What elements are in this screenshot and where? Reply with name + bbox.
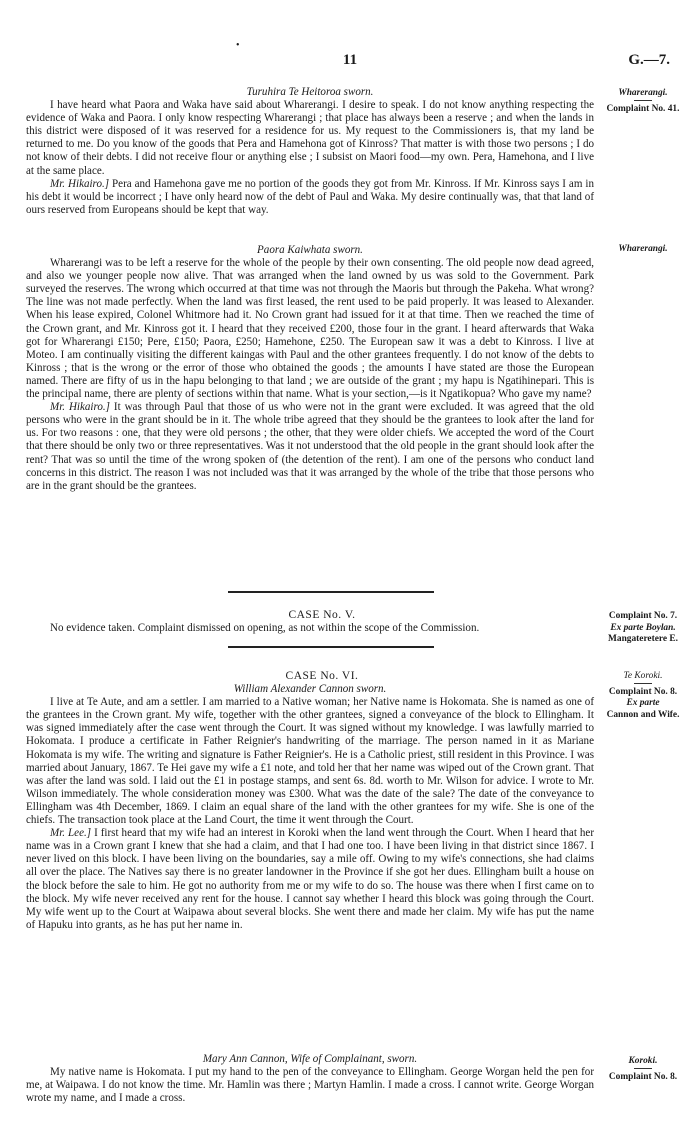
case-six xyxy=(26,670,594,932)
margin-ex-parte: Ex parte Boylan. xyxy=(610,622,676,633)
witness-heading: Turuhira Te Heitoroa sworn. xyxy=(246,86,374,98)
examiner-label: Mr. Hikairo.] xyxy=(50,401,110,414)
page-number: 11 xyxy=(342,52,358,68)
testimony-paragraph: My native name is Hokomata. I put my hand to the pen of the conveyance to Ellingham. George Worgan held the pen for me, at Waipawa. I do not know the time. Mr. Hamlin was there ; Martyn Hamlin. I made a cross. I cannot write. George Worgan wrote my name, and I made a cross. xyxy=(26,1066,594,1105)
answer-text: Pera and Hamehona gave me no portion of the goods they got from Mr. Kinross. If Mr. Kinross says I am in his debt it would be incorrect ; I have only heard now of the debt of Paul and Waka. My desire continually was, that that land of ours reserved from Europeans should be kept that way. xyxy=(26,177,594,216)
margin-place: Wharerangi. xyxy=(618,244,668,254)
margin-place: Mangateretere E. xyxy=(608,634,678,644)
document-reference: G.—7. xyxy=(628,52,670,68)
margin-note xyxy=(598,671,688,721)
answer-text: It was through Paul that those of us who were not in the grant were excluded. It was agreed that the old persons who were in the grant should be in it. The whole tribe agreed that they should be the grantees to look after the land for us. For two reasons : one, that they were old persons ; the other, that they were older chiefs. We accepted the word of the Court that there should be only two or three representatives. Was it not understood that the old people in the grant should look after the rent? That was so until the time of the wrong spoken of (the detention of the rent). I am one of the persons who conduct land concerns in this district. The reason I was not included was that it was arranged by the whole of the tribe that those persons who are in the grant should be the grantees. xyxy=(26,401,595,492)
page-mark: • xyxy=(236,40,240,51)
margin-complaint: Complaint No. 8. xyxy=(608,686,678,697)
testimony-paragraph: I live at Te Aute, and am a settler. I am married to a Native woman; her Native name is Hokomata. She is named as one of the grantees in the Crown grant. My wife, together with the other grantees, signed a conveyance of the block to Ellingham. It was signed immediately after the case went through the Court. It was signed without my knowledge. I was lawfully married to Hokomata. I produce a certificate in Father Reignier's handwriting of the marriage. The person named in it as Mariane Hokomata is my wife. The writing and signature is Father Reignier's. He is a Catholic priest, still resident in this Province. I was married about January, 1867. Te Hei gave my wife a £1 note, and told her that her name was wiped out of the Crown grant. That was after the land was sold. I laid out the £1 in postage stamps, and sent 6s. 8d. worth to Mr. Wilson for advice. I wrote to Mr. Wilson immediately. The whole consideration money was £300. What was the date of the sale? The date of the conveyance to Ellingham was 4th December, 1869. I claim an equal share of the land with the other grantees for my wife. She is one of the chiefs. The transaction took place at the Land Court, the time it went through the Court. xyxy=(26,696,594,827)
witness-heading: Mary Ann Cannon, Wife of Complainant, sworn. xyxy=(202,1053,418,1065)
margin-parties: Cannon and Wife. xyxy=(606,709,680,720)
margin-ex-parte: Ex parte xyxy=(626,698,660,708)
case-five xyxy=(26,609,594,635)
testimony-paragraph: I have heard what Paora and Waka have said about Wharerangi. I desire to speak. I do not know anything respecting the evidence of Waka and Paora. I only know respecting Wharerangi ; that place has always been a reserve ; and when the lands in this district were disposed of it was reserved for a residence for us. My request to the Commissioners is, that my land be returned to me. Do you know of the goods that Pera and Hamehona got of Kinross? That matter is with those two persons ; I do not know of their debts. I did not receive flour or anything else ; I subsist on Maori food—my own. Pera, Hamehona, and I live at the same place. xyxy=(26,99,594,177)
margin-note xyxy=(598,611,688,646)
margin-complaint: Complaint No. 41. xyxy=(606,103,680,114)
testimony-paragraph: Wharerangi was to be left a reserve for the whole of the people by their own consenting. The old people now dead agreed, and also we younger people now alive. That was arranged when the land owned by us was sold to the Government. Park surveyed the reserves. The wrong which occurred at that time was not through the Maoris but through the Pakeha. What wrong? The line was not made perfectly. When the land was first leased, the rent used to be paid properly. It was leased to Alexander. When his lease expired, Colonel Whitmore had it. No Crown grant had issued for it at that time. Then we reached the time of the Crown grant, and Mr. Kinross got it. I heard that they received £200, those four in the grant. I heard afterwards that Waka got for Wharerangi £150; Pere, £150; Paora, £250; Hamehone, £250. The European saw it was a debt to Kinross. I live at Moteo. I am continually visiting the different kaingas with Paul and the other grantees frequently. I do not know of the debts to Kinross ; that is the wrong or the error of those who obtained the goods ; the amounts I have stated are those the European named. There are fifty of us in the hapu belonging to that land ; we are outside of the grant ; my hapu is Ngatihinepari. This is the principal name, there are plenty of sections within that name. What is your section,—is it Ngatikopua? Who gave my name? xyxy=(26,257,594,401)
margin-note xyxy=(598,1056,688,1083)
case-title: CASE No. V. xyxy=(288,609,356,621)
section-divider xyxy=(228,591,434,593)
answer-text: I first heard that my wife had an interest in Koroki when the land went through the Court. When I heard that her name was in a Crown grant I knew that she had a claim, and that I had one too. I have been living in that district since 1867. I never lived on this block. I have been living on the boundaries, say a mile off. Owing to my wife's connections, she had claims all over the place. The Natives say there is no greater landowner in the Province if she got her dues. Ellingham built a house on the block before the sale to him. He got no authority from me or my wife to do so. The house was there when I first came on to the block. My wife never received any rent for the house. I cannot say whether I heard this block was going through the Court. My wife went up to the Court at Waipawa about several blocks. She went there and made her claim. My wife has put the name of Hapuku into grants, as he has put her name in. xyxy=(26,827,595,931)
margin-place: Wharerangi. xyxy=(618,88,668,98)
case-text: No evidence taken. Complaint dismissed on opening, as not within the scope of the Commission. xyxy=(50,622,480,635)
testimony-mary-ann-cannon xyxy=(26,1053,594,1105)
section-divider xyxy=(228,646,434,648)
margin-complaint: Complaint No. 8. xyxy=(608,1071,678,1082)
witness-heading: William Alexander Cannon sworn. xyxy=(233,683,387,696)
margin-note xyxy=(598,244,688,256)
examiner-label: Mr. Hikairo.] xyxy=(50,177,110,190)
margin-place: Koroki. xyxy=(628,1056,658,1066)
margin-complaint: Complaint No. 7. xyxy=(608,611,678,621)
case-title: CASE No. VI. xyxy=(285,670,359,682)
testimony-paora xyxy=(26,244,594,493)
testimony-paragraph xyxy=(26,178,594,217)
testimony-turuhira xyxy=(26,86,594,217)
witness-heading: Paora Kaiwhata sworn. xyxy=(257,244,363,256)
testimony-paragraph xyxy=(26,401,594,493)
margin-place: Te Koroki. xyxy=(623,671,663,681)
margin-note xyxy=(598,88,688,115)
testimony-paragraph xyxy=(26,827,594,932)
examiner-label: Mr. Lee.] xyxy=(50,827,92,840)
